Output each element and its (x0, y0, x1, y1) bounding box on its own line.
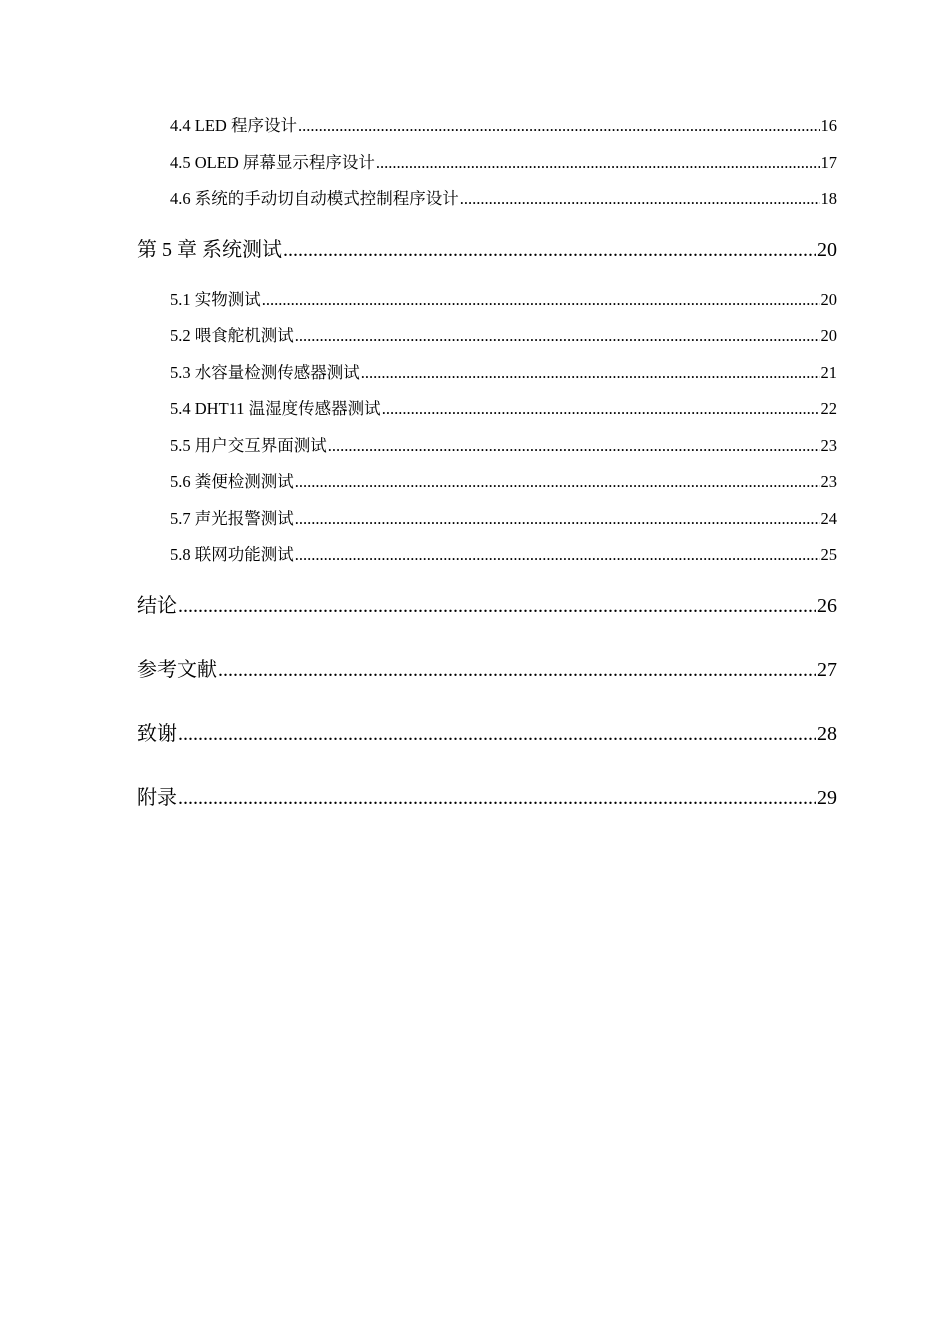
toc-dot-leader (295, 537, 820, 574)
toc-dot-leader (376, 145, 820, 182)
toc-entry-title: 5.7 声光报警测试 (170, 508, 294, 528)
toc-entry-5-8[interactable] (137, 537, 837, 574)
toc-dot-leader (295, 501, 820, 538)
toc-dot-leader (262, 282, 820, 319)
toc-entry-title: 4.5 OLED 屏幕显示程序设计 (170, 152, 375, 172)
toc-page-number: 18 (820, 189, 837, 208)
toc-dot-leader (283, 218, 816, 282)
toc-entry-title: 5.8 联网功能测试 (170, 545, 294, 564)
toc-entry-4-4[interactable] (137, 108, 837, 145)
toc-appendix[interactable] (137, 766, 837, 830)
toc-chapter-title: 第 5 章 系统测试 (137, 238, 282, 261)
toc-references[interactable] (137, 638, 837, 702)
toc-chapter-title: 附录 (137, 786, 177, 809)
toc-entry-5-3[interactable] (137, 355, 837, 392)
toc-chapter-title: 结论 (137, 594, 177, 617)
toc-entry-5-6[interactable] (137, 464, 837, 501)
toc-dot-leader (298, 108, 820, 145)
toc-dot-leader (382, 391, 820, 428)
toc-dot-leader (295, 464, 820, 501)
toc-page-number: 20 (817, 238, 837, 261)
toc-dot-leader (218, 638, 816, 702)
toc-page-number: 29 (817, 786, 837, 809)
toc-entry-5-2[interactable] (137, 318, 837, 355)
toc-entry-4-5[interactable] (137, 145, 837, 182)
toc-page-number: 23 (820, 472, 837, 491)
toc-acknowledgements[interactable] (137, 702, 837, 766)
toc-entry-title: 5.3 水容量检测传感器测试 (170, 362, 360, 382)
toc-page-number: 20 (820, 289, 837, 309)
toc-dot-leader (460, 181, 820, 218)
toc-entry-title: 4.4 LED 程序设计 (170, 116, 297, 135)
toc-page-number: 20 (820, 326, 837, 345)
toc-entry-title: 5.1 实物测试 (170, 289, 261, 309)
toc-entry-title: 5.4 DHT11 温湿度传感器测试 (170, 399, 381, 418)
toc-dot-leader (178, 574, 816, 638)
toc-entry-title: 5.5 用户交互界面测试 (170, 435, 327, 455)
toc-entry-5-7[interactable] (137, 501, 837, 538)
toc-dot-leader (328, 428, 820, 465)
toc-chapter-5[interactable] (137, 218, 837, 282)
toc-entry-5-4[interactable] (137, 391, 837, 428)
toc-page-number: 22 (820, 399, 837, 418)
toc-entry-4-6[interactable] (137, 181, 837, 218)
toc-dot-leader (295, 318, 820, 355)
toc-page-number: 16 (820, 116, 837, 135)
toc-chapter-title: 致谢 (137, 722, 177, 745)
toc-entry-title: 5.6 粪便检测测试 (170, 472, 294, 491)
toc-page-number: 21 (820, 362, 837, 382)
toc-entry-5-5[interactable] (137, 428, 837, 465)
toc-page-number: 24 (820, 508, 837, 528)
toc-page-number: 25 (820, 545, 837, 564)
toc-page-number: 27 (817, 658, 837, 681)
toc-dot-leader (361, 355, 820, 392)
toc-conclusion[interactable] (137, 574, 837, 638)
toc-chapter-title: 参考文献 (137, 658, 217, 681)
toc-dot-leader (178, 766, 816, 830)
toc-page-number: 28 (817, 722, 837, 745)
toc-page-number: 26 (817, 594, 837, 617)
toc-page-number: 17 (820, 152, 837, 172)
toc-entry-title: 5.2 喂食舵机测试 (170, 326, 294, 345)
toc-page-number: 23 (820, 435, 837, 455)
toc-dot-leader (178, 702, 816, 766)
toc-entry-title: 4.6 系统的手动切自动模式控制程序设计 (170, 189, 459, 208)
table-of-contents (137, 108, 837, 830)
toc-entry-5-1[interactable] (137, 282, 837, 319)
